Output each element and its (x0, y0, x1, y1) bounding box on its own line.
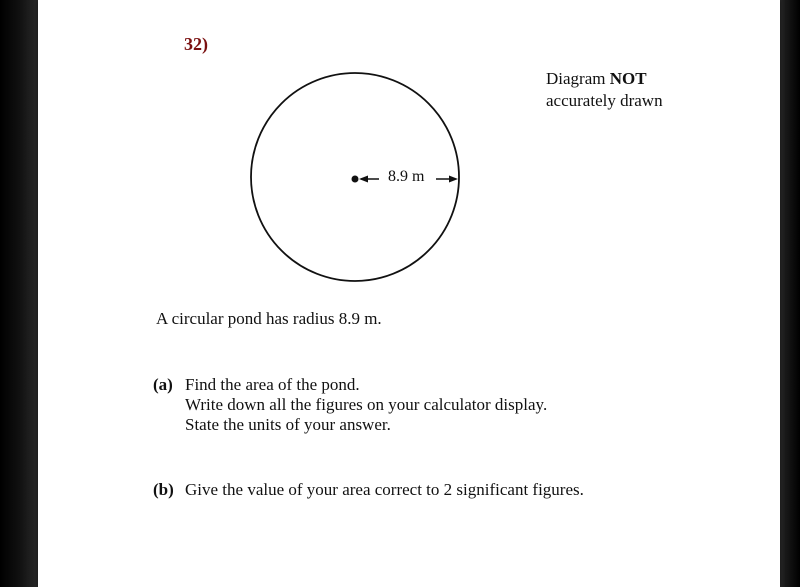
part-a-letter: (a) (153, 375, 173, 394)
part-b-letter: (b) (153, 480, 174, 499)
center-point (352, 176, 359, 183)
viewer-right-edge (780, 0, 800, 587)
radius-label: 8.9 m (388, 168, 425, 185)
radius-arrow-left-head (359, 176, 368, 183)
part-b-text (185, 480, 605, 500)
diagram-note-line2: accurately drawn (546, 91, 663, 110)
part-a-line: State the units of your answer. (185, 415, 391, 434)
problem-statement: A circular pond has radius 8.9 m. (156, 309, 382, 328)
document-page (38, 0, 780, 587)
part-b-line: Give the value of your area correct to 2 significant figures. (185, 480, 584, 499)
diagram-note-emphasis: NOT (609, 69, 647, 88)
part-a-line: Write down all the figures on your calculator display. (185, 395, 548, 414)
viewer-left-edge (0, 0, 38, 587)
question-number: 32) (184, 34, 208, 54)
diagram-note-prefix: Diagram (546, 69, 606, 88)
part-a-line: Find the area of the pond. (185, 375, 360, 394)
radius-arrow-right-head (449, 176, 458, 183)
part-a-text (185, 375, 605, 435)
